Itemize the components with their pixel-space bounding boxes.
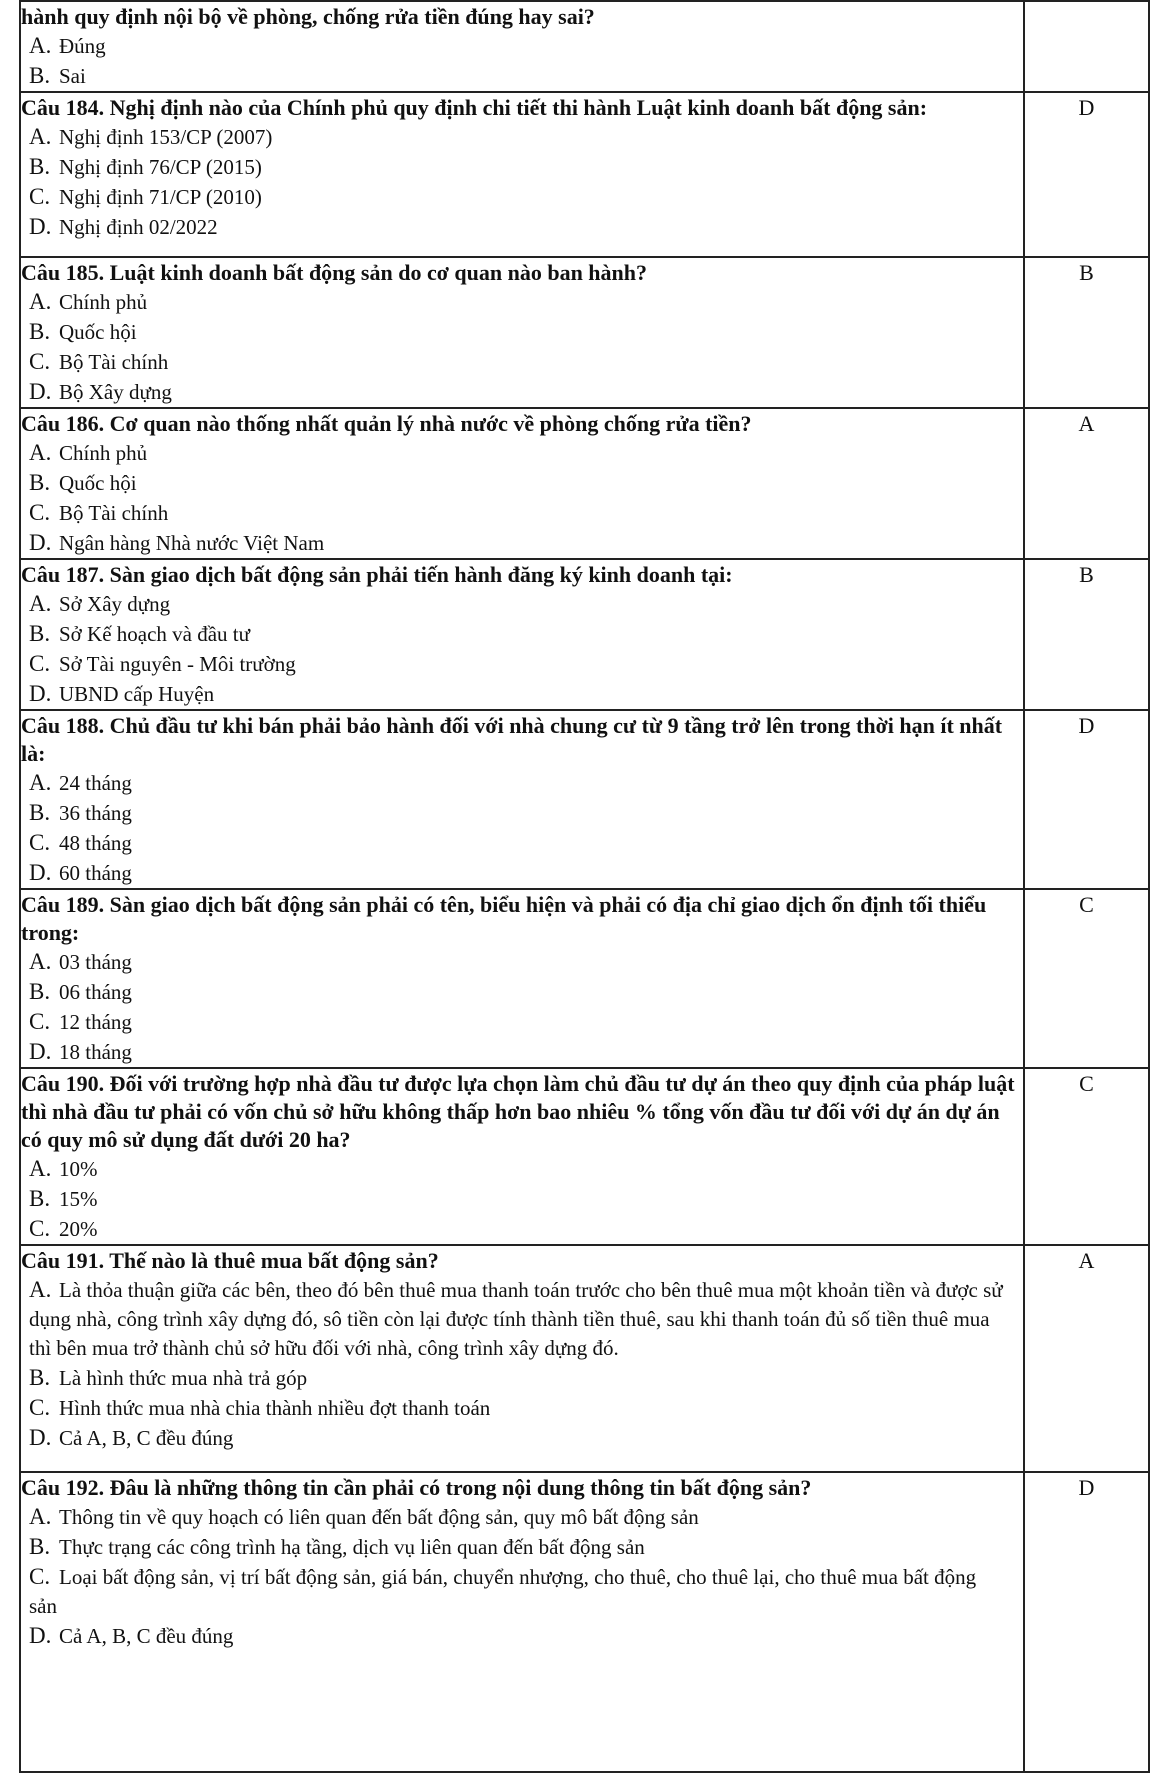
question-row [20,408,1149,559]
option-text: Cả A, B, C đều đúng [59,1624,234,1648]
option-item [21,947,1023,977]
option-text: Bộ Tài chính [59,501,169,525]
option-letter: B. [29,63,51,88]
option-item [21,1154,1023,1184]
option-text: 36 tháng [59,801,132,825]
question-text: Câu 191. Thế nào là thuê mua bất động sản? [21,1248,439,1273]
option-item [21,182,1023,212]
option-item [21,468,1023,498]
option-text: Sở Kế hoạch và đầu tư [59,622,251,646]
option-item [21,619,1023,649]
option-item [21,1214,1023,1244]
option-text: Thực trạng các công trình hạ tầng, dịch vụ liên quan đến bất động sản [59,1535,645,1559]
option-item [21,1037,1023,1067]
option-text: Là thỏa thuận giữa các bên, theo đó bên thuê mua thanh toán trước cho bên thuê mua một khoản tiền và được sử dụng nhà, công trình xây dựng đó, sô tiền còn lại được tính thành tiền thuê, sau khi thanh toán đủ số tiền thuê mua thì bên mua trở thành chủ sở hữu đối với nhà, công trình xây dựng đó. [29,1278,1003,1360]
option-item [21,438,1023,468]
option-letter: B. [29,1186,51,1211]
option-text: 10% [59,1157,98,1181]
option-letter: C. [29,1216,51,1241]
option-text: 24 tháng [59,771,132,795]
option-item [21,122,1023,152]
answer-cell: A [1024,1245,1149,1472]
question-row [20,889,1149,1068]
question-cell [20,889,1024,1068]
option-item [21,528,1023,558]
option-item [21,1502,1023,1532]
option-text: 20% [59,1217,98,1241]
option-letter: A. [29,33,52,58]
question-row [20,1472,1149,1772]
question-text: Câu 184. Nghị định nào của Chính phủ quy định chi tiết thi hành Luật kinh doanh bất động sản: [21,95,928,120]
answer-cell: D [1024,92,1149,257]
option-item [21,649,1023,679]
option-item [21,1184,1023,1214]
question-cell [20,710,1024,889]
option-text: Bộ Tài chính [59,350,169,374]
option-item [21,498,1023,528]
option-text: 18 tháng [59,1040,132,1064]
option-item [21,1393,1023,1423]
option-text: Sai [59,64,86,88]
option-letter: A. [29,1156,52,1181]
option-item [21,152,1023,182]
question-cell [20,1472,1024,1772]
option-text: Thông tin về quy hoạch có liên quan đến bất động sản, quy mô bất động sản [59,1505,699,1529]
option-item [21,212,1023,242]
question-row [20,257,1149,408]
option-letter: A. [29,591,52,616]
question-cell [20,1068,1024,1245]
answer-cell: C [1024,1068,1149,1245]
option-letter: D. [29,1039,52,1064]
option-text: Quốc hội [59,471,137,495]
option-letter: A. [29,124,52,149]
answer-cell: D [1024,1472,1149,1772]
question-table [19,0,1150,1773]
answer-cell: D [1024,710,1149,889]
question-cell [20,257,1024,408]
question-text: Câu 185. Luật kinh doanh bất động sản do cơ quan nào ban hành? [21,260,648,285]
option-text: 48 tháng [59,831,132,855]
option-letter: B. [29,1534,51,1559]
option-item [21,1423,1023,1453]
option-letter: C. [29,500,51,525]
option-text: Nghị định 71/CP (2010) [59,185,262,209]
option-item [21,858,1023,888]
option-text: Ngân hàng Nhà nước Việt Nam [59,531,325,555]
question-cell [20,408,1024,559]
question-text: Câu 190. Đối với trường hợp nhà đầu tư được lựa chọn làm chủ đầu tư dự án theo quy định của pháp luật thì nhà đầu tư phải có vốn chủ sở hữu không thấp hơn bao nhiêu % tổng vốn đầu tư đối với dự án dự án có quy mô sử dụng đất dưới 20 ha? [21,1071,1015,1152]
option-item [21,977,1023,1007]
option-letter: C. [29,349,51,374]
option-item [21,828,1023,858]
answer-cell: B [1024,257,1149,408]
option-letter: D. [29,1623,52,1648]
option-letter: D. [29,530,52,555]
option-text: Sở Tài nguyên - Môi trường [59,652,296,676]
question-row [20,1245,1149,1472]
option-text: Bộ Xây dựng [59,380,172,404]
question-text: Câu 192. Đâu là những thông tin cần phải có trong nội dung thông tin bất động sản? [21,1475,812,1500]
option-text: Chính phủ [59,290,148,314]
question-row [20,1,1149,92]
option-letter: B. [29,319,51,344]
option-letter: B. [29,621,51,646]
option-letter: A. [29,770,52,795]
option-text: Loại bất động sản, vị trí bất động sản, giá bán, chuyển nhượng, cho thuê, cho thuê lại, cho thuê mua bất động sản [29,1565,977,1618]
option-text: Nghị định 02/2022 [59,215,218,239]
question-row [20,92,1149,257]
question-cell [20,1245,1024,1472]
question-text: hành quy định nội bộ về phòng, chống rửa tiền đúng hay sai? [21,4,595,29]
option-letter: C. [29,1564,51,1589]
option-text: Sở Xây dựng [59,592,171,616]
option-item [21,347,1023,377]
option-letter: B. [29,1365,51,1390]
option-letter: B. [29,154,51,179]
option-text: Nghị định 153/CP (2007) [59,125,273,149]
option-text: Cả A, B, C đều đúng [59,1426,234,1450]
option-text: Nghị định 76/CP (2015) [59,155,262,179]
option-item [21,1532,1023,1562]
option-item [21,798,1023,828]
option-item [21,1363,1023,1393]
question-text: Câu 186. Cơ quan nào thống nhất quản lý nhà nước về phòng chống rửa tiền? [21,411,752,436]
option-text: UBND cấp Huyện [59,682,215,706]
option-letter: B. [29,800,51,825]
option-letter: C. [29,830,51,855]
option-text: 03 tháng [59,950,132,974]
option-item [21,1275,1023,1363]
question-cell [20,92,1024,257]
option-item [21,1621,1023,1651]
option-text: Đúng [59,34,106,58]
option-letter: D. [29,214,52,239]
answer-cell: B [1024,559,1149,710]
question-cell [20,559,1024,710]
option-letter: B. [29,470,51,495]
option-letter: C. [29,184,51,209]
option-item [21,589,1023,619]
option-letter: C. [29,1009,51,1034]
option-item [21,679,1023,709]
question-row [20,1068,1149,1245]
option-letter: D. [29,860,52,885]
option-letter: C. [29,1395,51,1420]
option-text: 06 tháng [59,980,132,1004]
option-item [21,768,1023,798]
option-letter: A. [29,949,52,974]
question-cell [20,1,1024,92]
option-text: Chính phủ [59,441,148,465]
question-text: Câu 189. Sàn giao dịch bất động sản phải có tên, biểu hiện và phải có địa chỉ giao dịch ổn định tối thiểu trong: [21,892,987,945]
question-text: Câu 188. Chủ đầu tư khi bán phải bảo hành đối với nhà chung cư từ 9 tầng trở lên trong thời hạn ít nhất là: [21,713,1003,766]
option-text: Quốc hội [59,320,137,344]
option-letter: A. [29,1504,52,1529]
option-letter: A. [29,440,52,465]
option-text: 60 tháng [59,861,132,885]
option-letter: B. [29,979,51,1004]
option-item [21,317,1023,347]
option-letter: D. [29,379,52,404]
option-item [21,1007,1023,1037]
question-row [20,710,1149,889]
answer-cell: A [1024,408,1149,559]
option-item [21,287,1023,317]
answer-cell [1024,1,1149,92]
option-letter: A. [29,289,52,314]
option-item [21,1562,1023,1621]
question-text: Câu 187. Sàn giao dịch bất động sản phải tiến hành đăng ký kinh doanh tại: [21,562,733,587]
option-text: Hình thức mua nhà chia thành nhiều đợt thanh toán [59,1396,491,1420]
question-row [20,559,1149,710]
option-letter: D. [29,1425,52,1450]
option-text: Là hình thức mua nhà trả góp [59,1366,308,1390]
option-item [21,377,1023,407]
answer-cell: C [1024,889,1149,1068]
question-sheet [19,0,1144,1697]
option-item [21,31,1023,61]
option-letter: C. [29,651,51,676]
option-text: 12 tháng [59,1010,132,1034]
option-letter: D. [29,681,52,706]
option-letter: A. [29,1277,52,1302]
option-item [21,61,1023,91]
option-text: 15% [59,1187,98,1211]
